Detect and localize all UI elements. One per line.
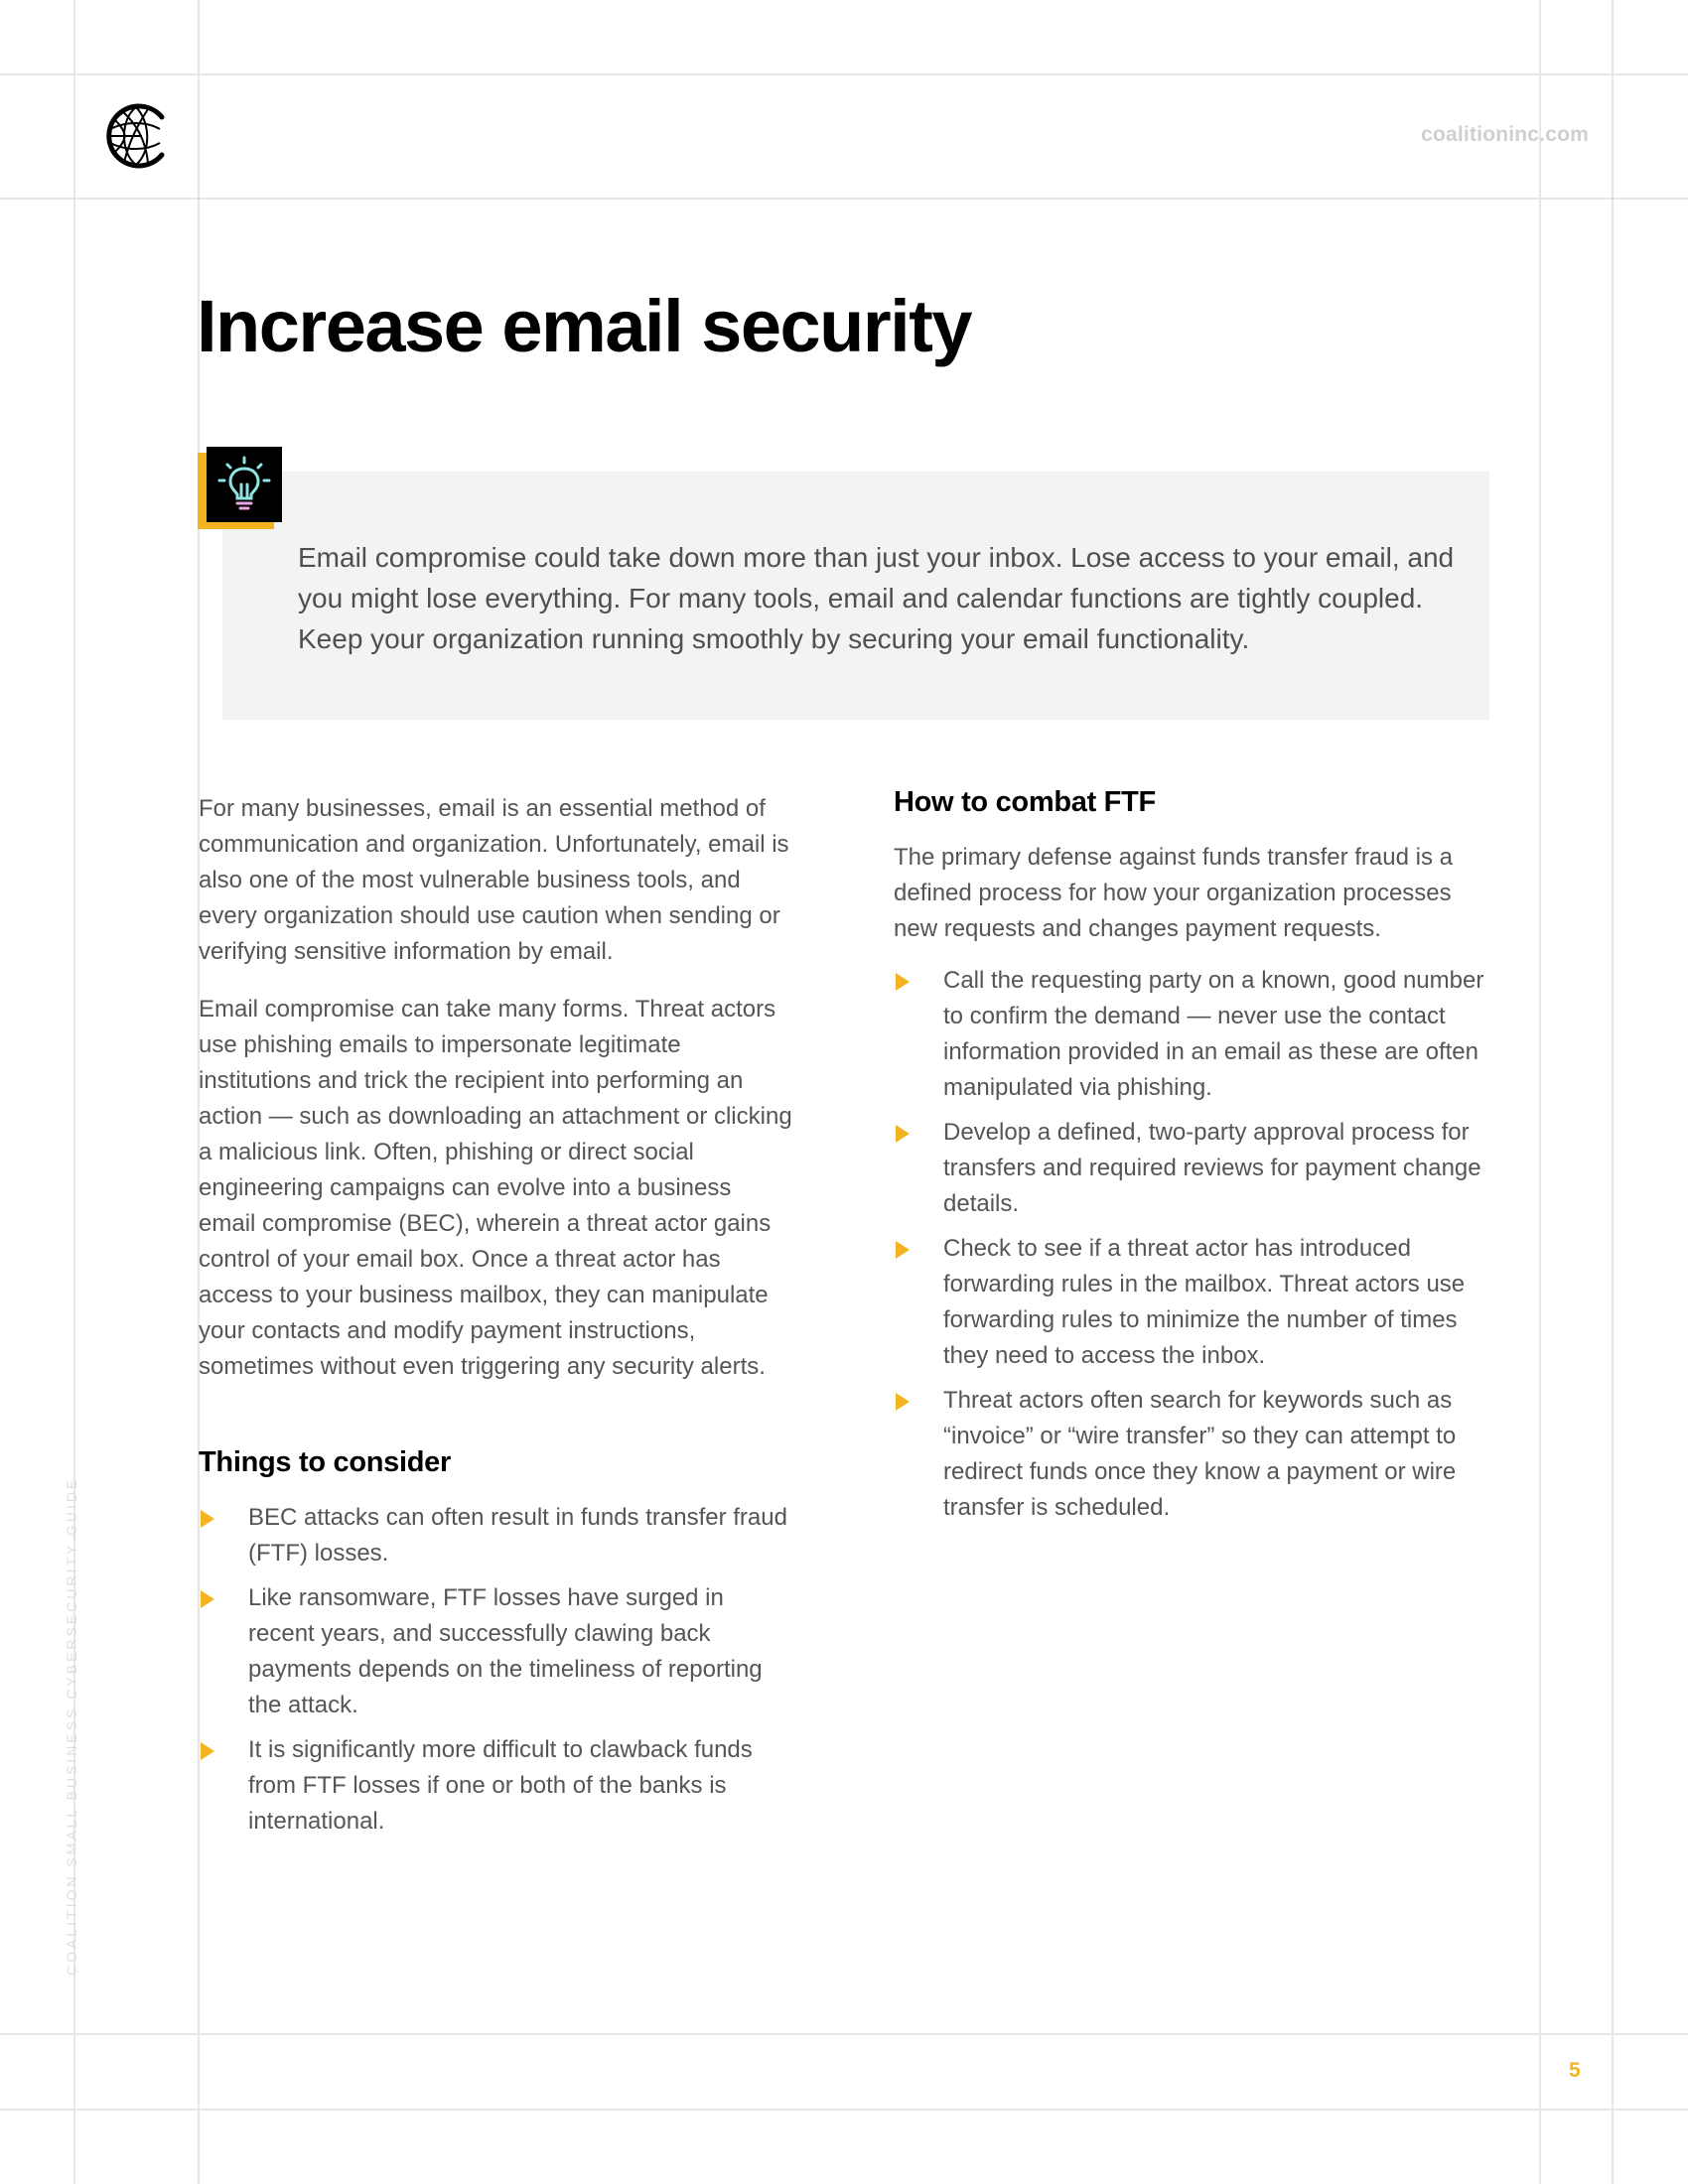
grid-line <box>0 198 1688 200</box>
coalition-logo-icon <box>102 99 170 173</box>
arrow-bullet-icon <box>201 1510 214 1528</box>
list-item-text: Develop a defined, two-party approval process for transfers and required reviews for payment change details. <box>943 1119 1481 1217</box>
side-label: COALITION SMALL BUSINESS CYBERSECURITY GUIDE <box>64 1476 79 1976</box>
page-number: 5 <box>1569 2059 1581 2082</box>
arrow-bullet-icon <box>201 1742 214 1760</box>
list-item <box>199 1580 794 1723</box>
grid-line <box>0 2109 1688 2111</box>
list-item-text: It is significantly more difficult to clawback funds from FTF losses if one or both of the banks is international. <box>248 1736 753 1835</box>
arrow-bullet-icon <box>201 1590 214 1608</box>
list-item <box>894 1231 1499 1374</box>
list-item <box>894 963 1499 1106</box>
consider-list <box>199 1500 794 1840</box>
lightbulb-icon <box>207 447 282 522</box>
callout-text: Email compromise could take down more than just your inbox. Lose access to your email, and you might lose everything. For many tools, email and calendar functions are tightly coupled. Keep your organization running smoothly by securing your email functionality. <box>298 542 1455 654</box>
list-item-text: Threat actors often search for keywords such as “invoice” or “wire transfer” so they can attempt to redirect funds once they know a payment or wire transfer is scheduled. <box>943 1387 1457 1521</box>
arrow-bullet-icon <box>896 1393 910 1411</box>
things-to-consider-heading: Things to consider <box>199 1446 452 1478</box>
body-paragraph: Email compromise can take many forms. Threat actors use phishing emails to impersonate legitimate institutions and trick the recipient into performing an action — such as downloading an attachment or clicking a malicious link. Often, phishing or direct social engineering campaigns can evolve into a business email compromise (BEC), wherein a threat actor gains control of your email box. Once a threat actor has access to your business mailbox, they can manipulate your contacts and modify payment instructions, sometimes without even triggering any security alerts. <box>199 996 792 1380</box>
page-title: Increase email security <box>197 285 972 367</box>
body-paragraph: For many businesses, email is an essential method of communication and organization. Unfortunately, email is also one of the most vulnerable business tools, and every organization should use caution when sending or verifying sensitive information by email. <box>199 795 789 965</box>
combat-list <box>894 963 1499 1526</box>
site-url[interactable]: coalitioninc.com <box>1421 123 1589 146</box>
grid-line <box>1612 0 1614 2184</box>
list-item <box>894 1383 1499 1526</box>
list-item <box>199 1500 794 1571</box>
body-paragraph: The primary defense against funds transfer fraud is a defined process for how your organization processes new requests and changes payment requests. <box>894 844 1453 942</box>
list-item <box>894 1115 1499 1222</box>
list-item <box>199 1732 794 1840</box>
list-item-text: BEC attacks can often result in funds transfer fraud (FTF) losses. <box>248 1504 787 1567</box>
left-column <box>199 791 794 1848</box>
right-column <box>894 784 1499 1535</box>
arrow-bullet-icon <box>896 973 910 991</box>
list-item-text: Like ransomware, FTF losses have surged in recent years, and successfully clawing back payments depends on the timeliness of reporting the attack. <box>248 1584 763 1718</box>
how-to-combat-heading: How to combat FTF <box>894 786 1156 818</box>
list-item-text: Call the requesting party on a known, good number to confirm the demand — never use the contact information provided in an email as these are often manipulated via phishing. <box>943 967 1484 1101</box>
grid-line <box>0 73 1688 75</box>
grid-line <box>0 2033 1688 2035</box>
grid-line <box>1539 0 1541 2184</box>
list-item-text: Check to see if a threat actor has introduced forwarding rules in the mailbox. Threat actors use forwarding rules to minimize the number of times they need to access the inbox. <box>943 1235 1466 1369</box>
arrow-bullet-icon <box>896 1241 910 1259</box>
arrow-bullet-icon <box>896 1125 910 1143</box>
